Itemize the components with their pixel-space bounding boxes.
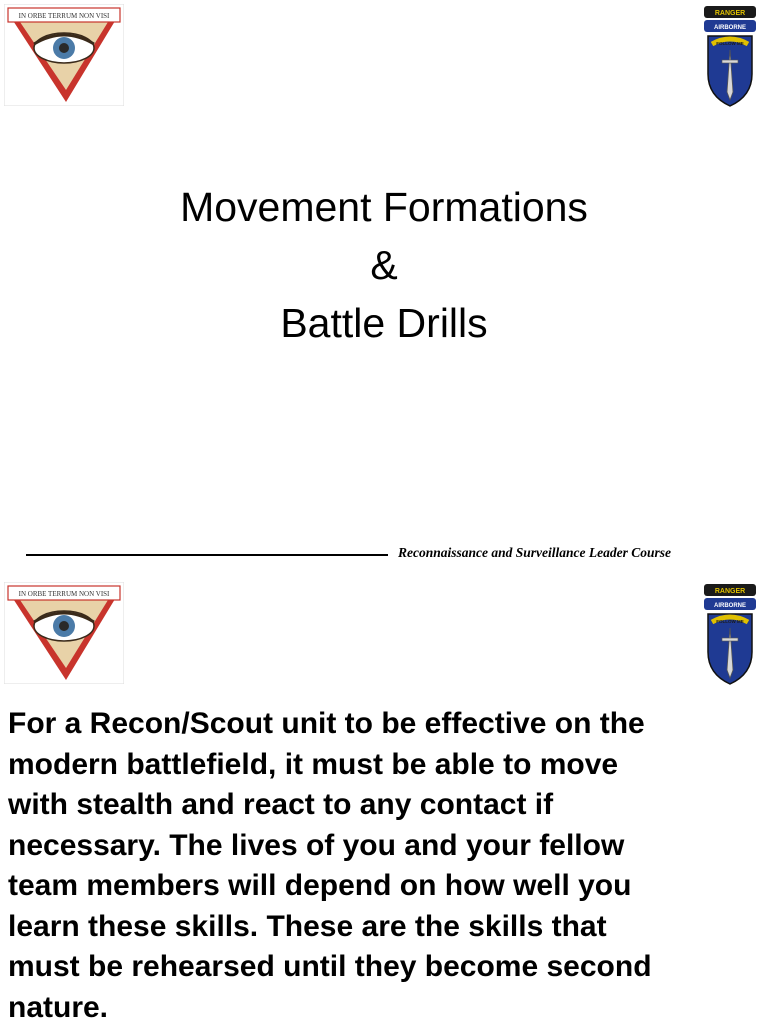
body-line: with stealth and react to any contact if xyxy=(8,788,554,821)
recon-eye-emblem-icon xyxy=(4,582,124,684)
logo-motto: IN ORBE TERRUM NON VISI xyxy=(18,12,110,20)
body-line: team members will depend on how well you xyxy=(8,869,632,902)
patch-scroll: FOLLOW ME xyxy=(716,619,744,624)
body-line: modern battlefield, it must be able to move xyxy=(8,747,619,781)
logo-motto: IN ORBE TERRUM NON VISI xyxy=(18,590,110,598)
patch-tab-airborne: AIRBORNE xyxy=(713,603,747,609)
recon-eye-emblem-icon xyxy=(4,4,124,106)
footer-divider xyxy=(26,554,388,556)
body-line: must be rehearsed until they become second xyxy=(8,950,652,983)
ranger-airborne-patch-icon xyxy=(700,582,760,686)
body-paragraph xyxy=(8,704,764,1024)
patch-tab-ranger: RANGER xyxy=(714,588,746,595)
slide-body xyxy=(0,576,768,1024)
patch-tab-ranger: RANGER xyxy=(714,10,746,17)
body-line: necessary. The lives of you and your fellow xyxy=(8,828,625,862)
ranger-airborne-patch-icon xyxy=(700,4,760,108)
course-name: Reconnaissance and Surveillance Leader Course xyxy=(398,545,672,560)
title-line-3: Battle Drills xyxy=(280,300,488,346)
patch-tab-airborne: AIRBORNE xyxy=(713,25,747,31)
body-line: learn these skills. These are the skills that xyxy=(8,909,607,943)
patch-scroll: FOLLOW ME xyxy=(716,41,744,46)
title-line-2: & xyxy=(370,242,398,288)
body-line: For a Recon/Scout unit to be effective on the xyxy=(8,707,645,740)
title-line-1: Movement Formations xyxy=(180,184,588,230)
body-line: nature. xyxy=(8,990,109,1024)
slide-title-text xyxy=(0,178,768,352)
